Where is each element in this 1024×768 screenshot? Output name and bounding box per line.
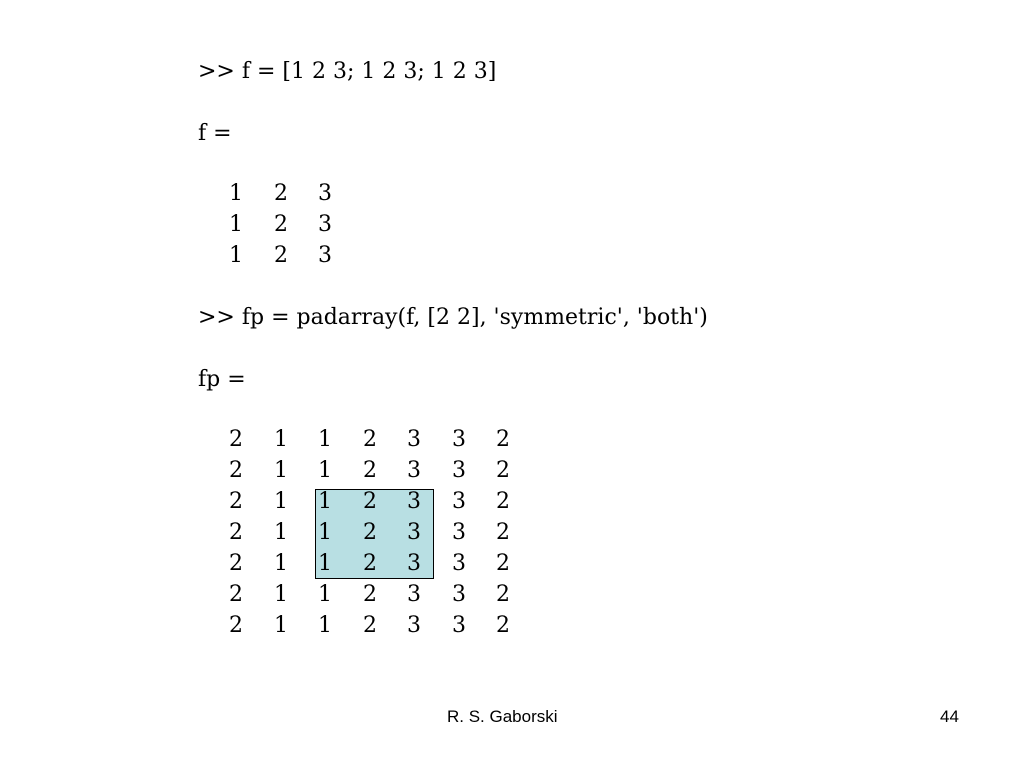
- matrix-fp-cell-r1-c5: 3: [452, 458, 466, 483]
- matrix-fp-cell-r1-c3: 2: [363, 458, 377, 483]
- matrix-fp-cell-r6-c0: 2: [229, 613, 243, 638]
- matrix-fp-cell-r3-c6: 2: [496, 520, 510, 545]
- matrix-fp-cell-r2-c5: 3: [452, 489, 466, 514]
- matrix-f-cell-r2-c2: 3: [318, 243, 332, 268]
- matrix-fp-cell-r2-c2: 1: [318, 489, 332, 514]
- matrix-fp-cell-r5-c1: 1: [274, 582, 288, 607]
- matrix-fp-cell-r5-c0: 2: [229, 582, 243, 607]
- matrix-fp-cell-r1-c0: 2: [229, 458, 243, 483]
- matrix-f-cell-r2-c1: 2: [274, 243, 288, 268]
- matrix-fp-cell-r3-c2: 1: [318, 520, 332, 545]
- matrix-fp-cell-r3-c1: 1: [274, 520, 288, 545]
- matrix-fp-cell-r0-c2: 1: [318, 427, 332, 452]
- output-label-f: f =: [198, 121, 232, 146]
- matrix-f-cell-r0-c1: 2: [274, 181, 288, 206]
- matrix-fp-cell-r1-c6: 2: [496, 458, 510, 483]
- matrix-fp-cell-r5-c6: 2: [496, 582, 510, 607]
- command-line-2: >> fp = padarray(f, [2 2], 'symmetric', 'both'): [198, 305, 708, 330]
- output-label-fp: fp =: [198, 367, 246, 392]
- matrix-fp-cell-r1-c4: 3: [407, 458, 421, 483]
- matrix-fp-cell-r4-c1: 1: [274, 551, 288, 576]
- footer-author: R. S. Gaborski: [447, 707, 558, 726]
- matrix-fp-cell-r6-c2: 1: [318, 613, 332, 638]
- matrix-f-cell-r1-c2: 3: [318, 212, 332, 237]
- matrix-fp-cell-r2-c3: 2: [363, 489, 377, 514]
- matrix-fp-cell-r0-c4: 3: [407, 427, 421, 452]
- matrix-fp-cell-r4-c2: 1: [318, 551, 332, 576]
- matrix-fp-cell-r5-c4: 3: [407, 582, 421, 607]
- matrix-fp-cell-r6-c4: 3: [407, 613, 421, 638]
- matrix-f-cell-r0-c0: 1: [229, 181, 243, 206]
- matrix-fp-cell-r5-c3: 2: [363, 582, 377, 607]
- matrix-fp-cell-r6-c5: 3: [452, 613, 466, 638]
- page-number: 44: [940, 707, 959, 726]
- matrix-fp-cell-r5-c2: 1: [318, 582, 332, 607]
- matrix-fp-cell-r6-c3: 2: [363, 613, 377, 638]
- matrix-fp-cell-r4-c3: 2: [363, 551, 377, 576]
- matrix-f-cell-r1-c0: 1: [229, 212, 243, 237]
- matrix-fp-cell-r3-c4: 3: [407, 520, 421, 545]
- matrix-fp-cell-r0-c0: 2: [229, 427, 243, 452]
- matrix-fp-cell-r4-c0: 2: [229, 551, 243, 576]
- matrix-fp-cell-r6-c1: 1: [274, 613, 288, 638]
- matrix-fp-cell-r4-c4: 3: [407, 551, 421, 576]
- matrix-fp-cell-r3-c0: 2: [229, 520, 243, 545]
- matrix-fp-cell-r6-c6: 2: [496, 613, 510, 638]
- matrix-fp-cell-r0-c6: 2: [496, 427, 510, 452]
- matrix-fp-cell-r5-c5: 3: [452, 582, 466, 607]
- matrix-fp-cell-r0-c5: 3: [452, 427, 466, 452]
- matrix-fp-cell-r0-c3: 2: [363, 427, 377, 452]
- matrix-fp-cell-r2-c1: 1: [274, 489, 288, 514]
- command-line-1: >> f = [1 2 3; 1 2 3; 1 2 3]: [198, 59, 497, 84]
- matrix-fp-cell-r2-c4: 3: [407, 489, 421, 514]
- matrix-fp-cell-r1-c2: 1: [318, 458, 332, 483]
- matrix-fp-cell-r3-c3: 2: [363, 520, 377, 545]
- matrix-fp-cell-r2-c6: 2: [496, 489, 510, 514]
- matrix-fp-cell-r3-c5: 3: [452, 520, 466, 545]
- matrix-fp-cell-r1-c1: 1: [274, 458, 288, 483]
- matrix-fp-cell-r4-c5: 3: [452, 551, 466, 576]
- matrix-fp-cell-r4-c6: 2: [496, 551, 510, 576]
- matrix-f-cell-r0-c2: 3: [318, 181, 332, 206]
- matrix-fp-cell-r2-c0: 2: [229, 489, 243, 514]
- matrix-fp-cell-r0-c1: 1: [274, 427, 288, 452]
- matrix-f-cell-r2-c0: 1: [229, 243, 243, 268]
- matrix-f-cell-r1-c1: 2: [274, 212, 288, 237]
